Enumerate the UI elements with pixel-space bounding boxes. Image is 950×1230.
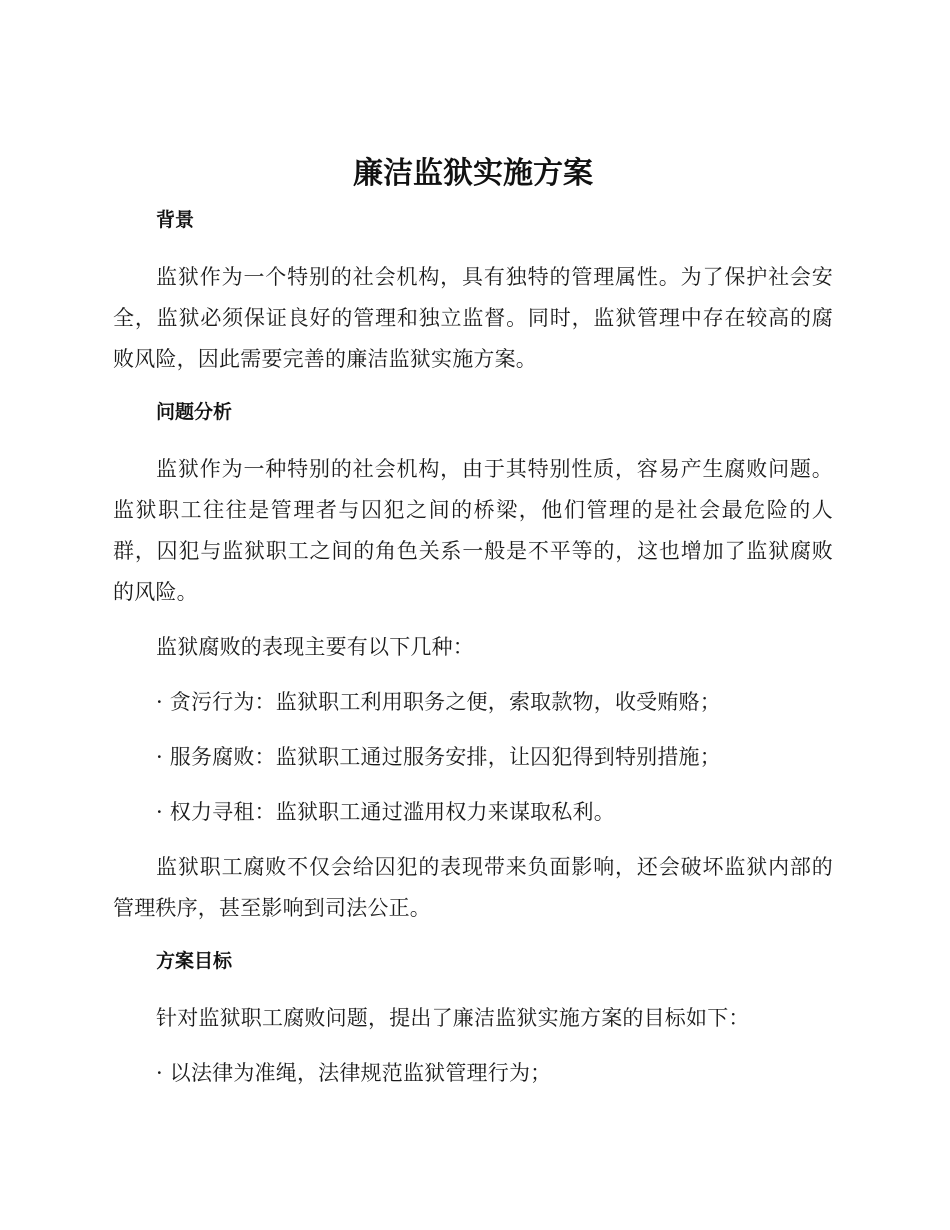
list-item: · 以法律为准绳，法律规范监狱管理行为； <box>156 1061 552 1085</box>
document-title: 廉洁监狱实施方案 <box>353 156 593 191</box>
analysis-paragraph-3: 监狱职工腐败不仅会给囚犯的表现带来负面影响，还会破坏监狱内部的管理秩序，甚至影响到司法公正。 <box>113 855 833 920</box>
list-item: · 贪污行为：监狱职工利用职务之便，索取款物，收受贿赂； <box>156 690 721 714</box>
analysis-paragraph-1: 监狱作为一种特别的社会机构，由于其特别性质，容易产生腐败问题。监狱职工往往是管理者与囚犯之间的桥梁，他们管理的是社会最危险的人群，囚犯与监狱职工之间的角色关系一般是不平等的，这也增加了监狱腐败的风险。 <box>113 457 833 604</box>
goals-paragraph: 针对监狱职工腐败问题，提出了廉洁监狱实施方案的目标如下： <box>156 1006 750 1030</box>
list-item: · 权力寻租：监狱职工通过滥用权力来谋取私利。 <box>156 800 615 824</box>
section-heading-background: 背景 <box>156 209 195 231</box>
section-heading-goals: 方案目标 <box>156 950 233 972</box>
background-paragraph: 监狱作为一个特别的社会机构，具有独特的管理属性。为了保护社会安全，监狱必须保证良好的管理和独立监督。同时，监狱管理中存在较高的腐败风险，因此需要完善的廉洁监狱实施方案。 <box>113 265 833 371</box>
section-heading-analysis: 问题分析 <box>156 401 233 423</box>
analysis-paragraph-2: 监狱腐败的表现主要有以下几种： <box>156 635 474 659</box>
list-item: · 服务腐败：监狱职工通过服务安排，让囚犯得到特别措施； <box>156 745 721 769</box>
document-page <box>113 148 833 1108</box>
